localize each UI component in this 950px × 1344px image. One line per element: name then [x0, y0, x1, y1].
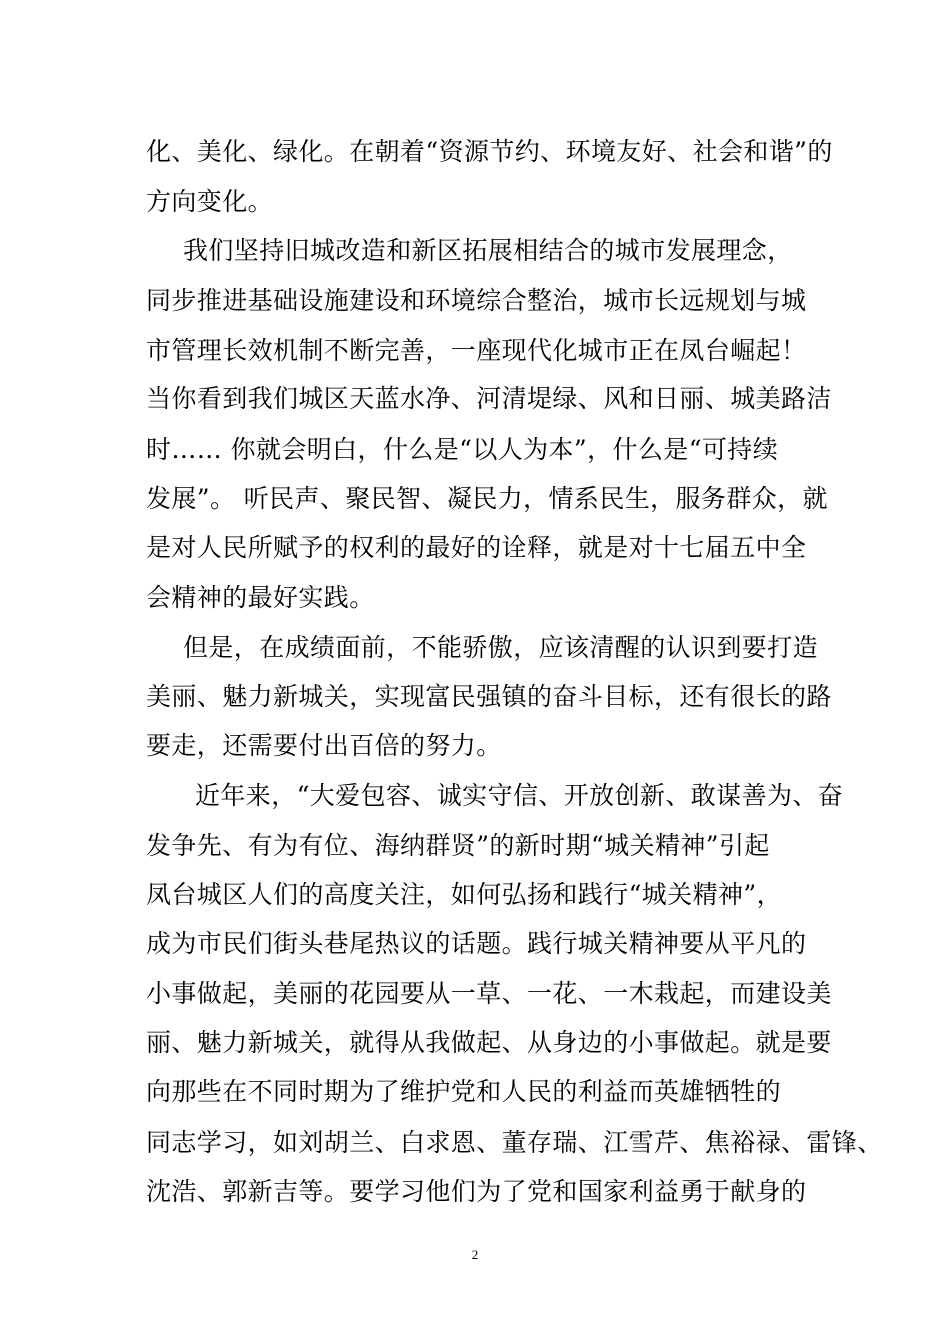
- text-line-11: 但是，在成绩面前，不能骄傲，应该清醒的认识到要打造: [183, 633, 819, 662]
- text-line-15: 发争先、有为有位、海纳群贤”的新时期“城关精神”引起: [146, 831, 770, 860]
- text-line-3: 我们坚持旧城改造和新区拓展相结合的城市发展理念，: [183, 236, 793, 265]
- text-line-2: 方向变化。: [146, 187, 274, 216]
- text-line-17: 成为市民们街头巷尾热议的话题。践行城关精神要从平凡的: [146, 929, 807, 958]
- text-line-6: 当你看到我们城区天蓝水净、河清堤绿、风和日丽、城美路洁: [146, 384, 832, 413]
- text-line-14: 近年来，“大爱包容、诚实守信、开放创新、敢谋善为、奋: [195, 781, 844, 810]
- text-line-18: 小事做起，美丽的花园要从一草、一花、一木栽起，而建设美: [146, 979, 832, 1008]
- text-line-9: 是对人民所赋予的权利的最好的诠释，就是对十七届五中全: [146, 533, 807, 562]
- text-line-5: 市管理长效机制不断完善，一座现代化城市正在凤台崛起！: [146, 336, 807, 365]
- text-line-1: 化、美化、绿化。在朝着“资源节约、环境友好、社会和谐”的: [146, 137, 833, 166]
- page-number: 2: [471, 1247, 479, 1262]
- text-line-20: 向那些在不同时期为了维护党和人民的利益而英雄牺牲的: [146, 1077, 782, 1106]
- text-line-16: 凤台城区人们的高度关注，如何弘扬和践行“城关精神”，: [146, 880, 782, 909]
- text-line-19: 丽、魅力新城关，就得从我做起、从身边的小事做起。就是要: [146, 1028, 832, 1057]
- text-line-13: 要走，还需要付出百倍的努力。: [146, 731, 502, 760]
- text-line-21: 同志学习，如刘胡兰、白求恩、董存瑞、江雪芹、焦裕禄、雷锋、: [146, 1128, 883, 1157]
- text-line-10: 会精神的最好实践。: [146, 583, 375, 612]
- text-line-8: 发展”。 听民声、聚民智、凝民力，情系民生，服务群众，就: [146, 484, 828, 513]
- text-line-4: 同步推进基础设施建设和环境综合整治，城市长远规划与城: [146, 286, 807, 315]
- text-line-12: 美丽、魅力新城关，实现富民强镇的奋斗目标，还有很长的路: [146, 682, 832, 711]
- text-line-7: 时…… 你就会明白，什么是“以人为本”，什么是“可持续: [146, 435, 779, 464]
- text-line-22: 沈浩、郭新吉等。要学习他们为了党和国家利益勇于献身的: [146, 1177, 807, 1206]
